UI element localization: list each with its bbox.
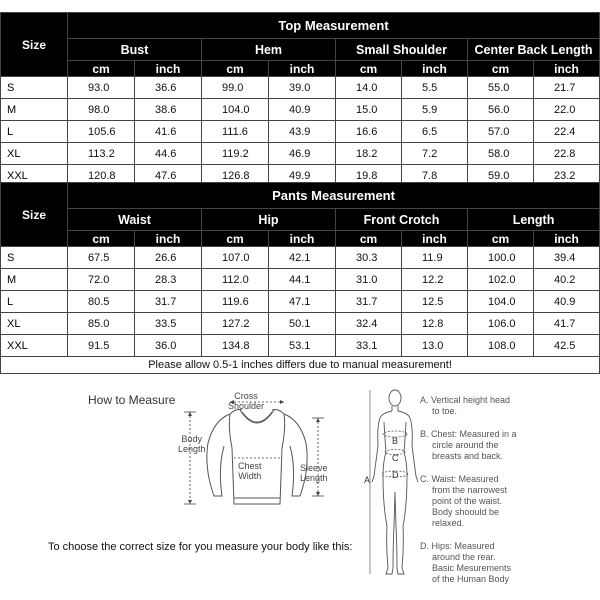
- body-length-label: Body Length: [178, 434, 206, 454]
- unit-header-cm: cm: [468, 231, 534, 247]
- size-cell: XXL: [1, 165, 68, 187]
- inch-value-cell: 36.6: [135, 77, 202, 99]
- table-row: [1, 143, 600, 165]
- inch-value-cell: 33.5: [135, 313, 202, 335]
- cm-value-cell: 105.6: [68, 121, 135, 143]
- inch-value-cell: 12.2: [402, 269, 468, 291]
- figure-letter-a: A: [364, 475, 371, 485]
- group-header-length: Length: [468, 209, 600, 231]
- table-row: [1, 247, 600, 269]
- inch-value-cell: 5.9: [402, 99, 468, 121]
- table-title: Pants Measurement: [68, 183, 600, 209]
- inch-value-cell: 41.6: [135, 121, 202, 143]
- cm-value-cell: 33.1: [336, 335, 402, 357]
- unit-header-inch: inch: [534, 231, 600, 247]
- cm-value-cell: 108.0: [468, 335, 534, 357]
- cm-value-cell: 14.0: [336, 77, 402, 99]
- legend-d: D. Hips: Measured around the rear. Basic Mesurements of the Human Body: [420, 541, 512, 584]
- cm-value-cell: 119.6: [202, 291, 269, 313]
- unit-header-inch: inch: [402, 231, 468, 247]
- table-row: [1, 291, 600, 313]
- unit-header-cm: cm: [336, 231, 402, 247]
- cm-value-cell: 56.0: [468, 99, 534, 121]
- cm-value-cell: 106.0: [468, 313, 534, 335]
- group-header-front-crotch: Front Crotch: [336, 209, 468, 231]
- inch-value-cell: 6.5: [402, 121, 468, 143]
- inch-value-cell: 11.9: [402, 247, 468, 269]
- cm-value-cell: 119.2: [202, 143, 269, 165]
- size-cell: M: [1, 99, 68, 121]
- body-figure: [362, 386, 422, 580]
- inch-value-cell: 7.8: [402, 165, 468, 187]
- size-cell: L: [1, 121, 68, 143]
- cm-value-cell: 55.0: [468, 77, 534, 99]
- group-header-hip: Hip: [202, 209, 336, 231]
- cm-value-cell: 113.2: [68, 143, 135, 165]
- inch-value-cell: 26.6: [135, 247, 202, 269]
- inch-value-cell: 13.0: [402, 335, 468, 357]
- inch-value-cell: 43.9: [269, 121, 336, 143]
- cm-value-cell: 31.0: [336, 269, 402, 291]
- inch-value-cell: 47.1: [269, 291, 336, 313]
- unit-header-cm: cm: [68, 61, 135, 77]
- cm-value-cell: 80.5: [68, 291, 135, 313]
- cm-value-cell: 15.0: [336, 99, 402, 121]
- unit-header-inch: inch: [269, 231, 336, 247]
- cm-value-cell: 134.8: [202, 335, 269, 357]
- inch-value-cell: 49.9: [269, 165, 336, 187]
- inch-value-cell: 12.5: [402, 291, 468, 313]
- cm-value-cell: 104.0: [202, 99, 269, 121]
- figure-letter-d: D: [392, 470, 399, 480]
- inch-value-cell: 44.1: [269, 269, 336, 291]
- unit-header-inch: inch: [135, 231, 202, 247]
- size-cell: XL: [1, 143, 68, 165]
- inch-value-cell: 7.2: [402, 143, 468, 165]
- cm-value-cell: 57.0: [468, 121, 534, 143]
- unit-header-inch: inch: [534, 61, 600, 77]
- cm-value-cell: 19.8: [336, 165, 402, 187]
- cm-value-cell: 127.2: [202, 313, 269, 335]
- inch-value-cell: 44.6: [135, 143, 202, 165]
- measurement-note: Please allow 0.5-1 inches differs due to manual measurement!: [1, 357, 600, 374]
- unit-header-cm: cm: [68, 231, 135, 247]
- inch-value-cell: 22.8: [534, 143, 600, 165]
- cm-value-cell: 98.0: [68, 99, 135, 121]
- cm-value-cell: 91.5: [68, 335, 135, 357]
- inch-value-cell: 46.9: [269, 143, 336, 165]
- figure-letter-c: C: [392, 453, 399, 463]
- inch-value-cell: 40.2: [534, 269, 600, 291]
- cm-value-cell: 59.0: [468, 165, 534, 187]
- size-cell: L: [1, 291, 68, 313]
- legend-a: A. Vertical height head to toe.: [420, 395, 511, 416]
- group-header-waist: Waist: [68, 209, 202, 231]
- unit-header-inch: inch: [402, 61, 468, 77]
- inch-value-cell: 28.3: [135, 269, 202, 291]
- cm-value-cell: 100.0: [468, 247, 534, 269]
- cm-value-cell: 99.0: [202, 77, 269, 99]
- group-header-center-back-length: Center Back Length: [468, 39, 600, 61]
- cm-value-cell: 67.5: [68, 247, 135, 269]
- size-cell: XL: [1, 313, 68, 335]
- cm-value-cell: 104.0: [468, 291, 534, 313]
- table-title: Top Measurement: [68, 13, 600, 39]
- cm-value-cell: 107.0: [202, 247, 269, 269]
- unit-header-cm: cm: [202, 61, 269, 77]
- inch-value-cell: 39.0: [269, 77, 336, 99]
- inch-value-cell: 5.5: [402, 77, 468, 99]
- chest-width-label: Chest Width: [238, 461, 262, 481]
- unit-header-inch: inch: [135, 61, 202, 77]
- cm-value-cell: 32.4: [336, 313, 402, 335]
- cm-value-cell: 16.6: [336, 121, 402, 143]
- inch-value-cell: 53.1: [269, 335, 336, 357]
- size-header: Size: [1, 13, 68, 77]
- cm-value-cell: 30.3: [336, 247, 402, 269]
- cm-value-cell: 102.0: [468, 269, 534, 291]
- inch-value-cell: 42.5: [534, 335, 600, 357]
- table-row: [1, 99, 600, 121]
- cm-value-cell: 58.0: [468, 143, 534, 165]
- unit-header-cm: cm: [468, 61, 534, 77]
- cross-shoulder-label: Cross Shoulder: [228, 391, 265, 411]
- cm-value-cell: 18.2: [336, 143, 402, 165]
- group-header-hem: Hem: [202, 39, 336, 61]
- inch-value-cell: 41.7: [534, 313, 600, 335]
- unit-header-cm: cm: [336, 61, 402, 77]
- sleeve-length-label: Sleeve Length: [300, 463, 328, 483]
- inch-value-cell: 22.4: [534, 121, 600, 143]
- inch-value-cell: 21.7: [534, 77, 600, 99]
- table-row: [1, 121, 600, 143]
- inch-value-cell: 47.6: [135, 165, 202, 187]
- size-header: Size: [1, 183, 68, 247]
- inch-value-cell: 50.1: [269, 313, 336, 335]
- cm-value-cell: 72.0: [68, 269, 135, 291]
- figure-letter-b: B: [392, 436, 399, 446]
- cm-value-cell: 93.0: [68, 77, 135, 99]
- cm-value-cell: 31.7: [336, 291, 402, 313]
- table-row: [1, 313, 600, 335]
- size-cell: S: [1, 77, 68, 99]
- inch-value-cell: 42.1: [269, 247, 336, 269]
- inch-value-cell: 31.7: [135, 291, 202, 313]
- measure-instruction: To choose the correct size for you measure your body like this:: [48, 541, 353, 553]
- inch-value-cell: 23.2: [534, 165, 600, 187]
- unit-header-cm: cm: [202, 231, 269, 247]
- how-to-measure-title: How to Measure: [88, 393, 176, 407]
- size-cell: S: [1, 247, 68, 269]
- pants-measurement-table: [0, 182, 600, 374]
- cm-value-cell: 85.0: [68, 313, 135, 335]
- group-header-small-shoulder: Small Shoulder: [336, 39, 468, 61]
- inch-value-cell: 12.8: [402, 313, 468, 335]
- inch-value-cell: 39.4: [534, 247, 600, 269]
- table-row: [1, 77, 600, 99]
- group-header-bust: Bust: [68, 39, 202, 61]
- cm-value-cell: 112.0: [202, 269, 269, 291]
- inch-value-cell: 40.9: [534, 291, 600, 313]
- table-row: [1, 269, 600, 291]
- cm-value-cell: 120.8: [68, 165, 135, 187]
- inch-value-cell: 36.0: [135, 335, 202, 357]
- size-cell: M: [1, 269, 68, 291]
- cm-value-cell: 126.8: [202, 165, 269, 187]
- inch-value-cell: 38.6: [135, 99, 202, 121]
- legend-c: C. Waist: Measured from the narrowest point of the waist. Body shoould be relaxed.: [420, 474, 508, 528]
- inch-value-cell: 40.9: [269, 99, 336, 121]
- top-measurement-table: [0, 12, 600, 187]
- size-cell: XXL: [1, 335, 68, 357]
- table-row: [1, 335, 600, 357]
- legend-b: B. Chest: Measured in a circle around the breasts and back.: [420, 429, 517, 461]
- unit-header-inch: inch: [269, 61, 336, 77]
- cm-value-cell: 111.6: [202, 121, 269, 143]
- inch-value-cell: 22.0: [534, 99, 600, 121]
